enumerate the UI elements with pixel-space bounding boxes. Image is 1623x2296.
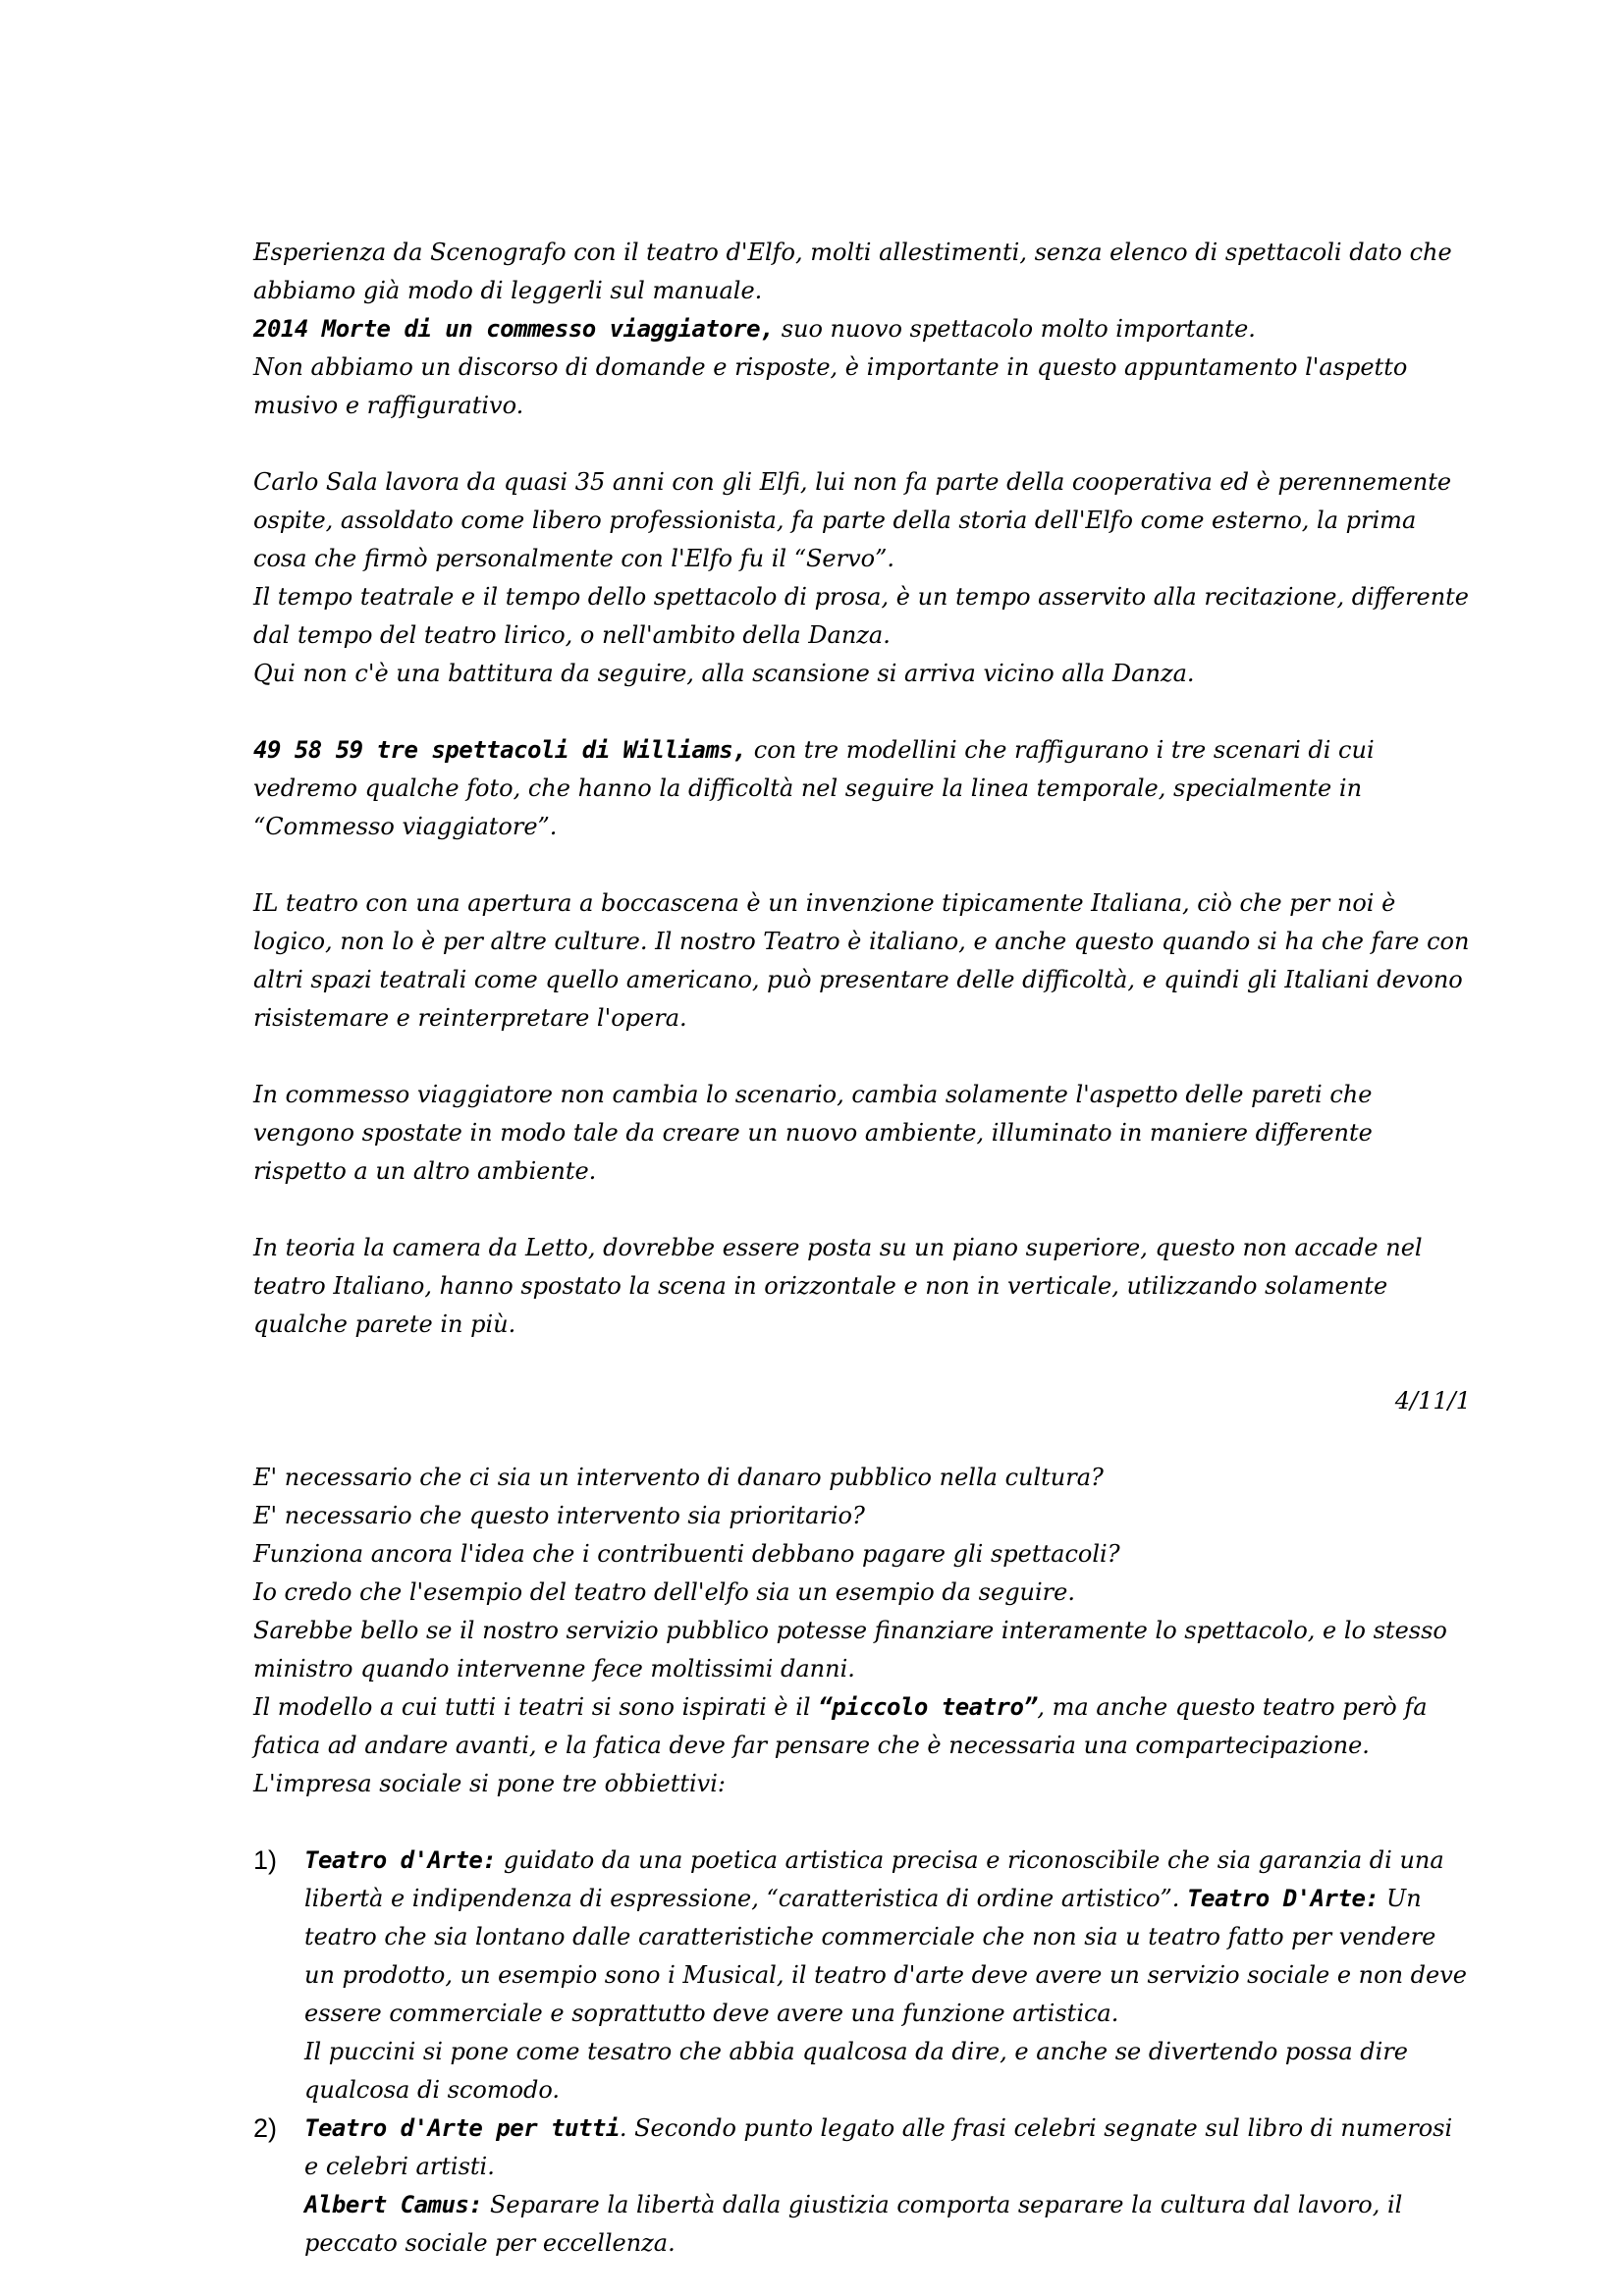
text-span: , ma anche questo teatro però fa fatica ad andare avanti, e la fatica deve far pensare che è necessaria una compartecipazione. (253, 1693, 1428, 1759)
paragraph: Sarebbe bello se il nostro servizio pubblico potesse finanziare interamente lo spettacolo, e lo stesso ministro quando intervenne fece moltissimi danni. (253, 1617, 1447, 1682)
list-number: 1) (253, 1845, 278, 1875)
paragraph: Il tempo teatrale e il tempo dello spettacolo di prosa, è un tempo asservito alla recitazione, differente dal tempo del teatro lirico, o nell'ambito della Danza. (253, 583, 1469, 649)
paragraph: L'impresa sociale si pone tre obbiettivi: (253, 1770, 726, 1797)
paragraph (253, 1688, 1471, 1765)
paragraph (253, 310, 1471, 348)
paragraph: Io credo che l'esempio del teatro dell'elfo sia un esempio da seguire. (253, 1578, 1075, 1606)
paragraph: Carlo Sala lavora da quasi 35 anni con gli Elfi, lui non fa parte della cooperativa ed è perennemente ospite, assoldato come libero professionista, fa parte della storia dell'Elfo come esterno, la prima cosa che firmò personalmente con l'Elfo fu il “Servo”. (253, 468, 1452, 572)
question: Funziona ancora l'idea che i contribuenti debbano pagare gli spettacoli? (253, 1540, 1120, 1568)
question: E' necessario che ci sia un intervento di danaro pubblico nella cultura? (253, 1464, 1104, 1491)
objectives-list (253, 1842, 1471, 2263)
bold-title: 49 58 59 tre spettacoli di Williams, (253, 736, 747, 764)
paragraph: Qui non c'è una battitura da seguire, alla scansione si arriva vicino alla Danza. (253, 660, 1195, 687)
list-item-subtext (304, 2186, 1471, 2263)
text-span: suo nuovo spettacolo molto importante. (774, 315, 1256, 343)
list-item-text (304, 2109, 1471, 2186)
list-item (253, 1842, 1471, 2109)
text-span: Separare la libertà dalla giustizia comporta separare la cultura dal lavoro, il peccato sociale per eccellenza. (304, 2191, 1403, 2257)
paragraph: Esperienza da Scenografo con il teatro d'Elfo, molti allestimenti, senza elenco di spettacoli dato che abbiamo già modo di leggerli sul manuale. (253, 239, 1452, 304)
text-span: con tre modellini che raffigurano i tre scenari di cui vedremo qualche foto, che hanno la difficoltà nel seguire la linea temporale, specialmente in “Commesso viaggiatore”. (253, 736, 1375, 840)
list-item-text (304, 1842, 1471, 2033)
bold-title: Teatro D'Arte: (1187, 1885, 1380, 1912)
bold-title: “piccolo teatro” (818, 1693, 1038, 1721)
text-span: Il modello a cui tutti i teatri si sono ispirati è il (253, 1693, 819, 1721)
paragraph: In teoria la camera da Letto, dovrebbe essere posta su un piano superiore, questo non accade nel teatro Italiano, hanno spostato la scena in orizzontale e non in verticale, utilizzando solamente qualche parete in più. (253, 1234, 1423, 1338)
paragraph: IL teatro con una apertura a boccascena è un invenzione tipicamente Italiana, ciò che per noi è logico, non lo è per altre culture. Il nostro Teatro è italiano, e anche questo quando si ha che fare con altri spazi teatrali come quello americano, può presentare delle difficoltà, e quindi gli Italiani devono risistemare e reinterpretare l'opera. (253, 889, 1470, 1032)
list-number: 2) (253, 2113, 278, 2143)
list-item (253, 2109, 1471, 2263)
bold-title: Albert Camus: (304, 2191, 483, 2218)
date-line: 4/11/1 (1394, 1387, 1471, 1415)
paragraph (253, 731, 1471, 846)
paragraph: Non abbiamo un discorso di domande e risposte, è importante in questo appuntamento l'aspetto musivo e raffigurativo. (253, 353, 1408, 419)
bold-title: 2014 Morte di un commesso viaggiatore, (253, 315, 775, 343)
paragraph: In commesso viaggiatore non cambia lo scenario, cambia solamente l'aspetto delle pareti che vengono spostate in modo tale da creare un nuovo ambiente, illuminato in maniere differente rispetto a un altro ambiente. (253, 1081, 1373, 1185)
text-span: Un teatro che sia lontano dalle caratteristiche commerciale che non sia u teatro fatto per vendere un prodotto, un esempio sono i Musical, il teatro d'arte deve avere un servizio sociale e non deve essere commerciale e soprattutto deve avere una funzione artistica. (304, 1885, 1467, 2027)
list-item-subtext: Il puccini si pone come tesatro che abbia qualcosa da dire, e anche se divertendo possa dire qualcosa di scomodo. (304, 2038, 1408, 2104)
question: E' necessario che questo intervento sia prioritario? (253, 1502, 865, 1529)
bold-title: Teatro d'Arte per tutti (304, 2114, 620, 2142)
text-span: . Secondo punto legato alle frasi celebri segnate sul libro di numerosi e celebri artisti. (304, 2114, 1453, 2180)
text-span: guidato da una poetica artistica precisa e riconoscibile che sia garanzia di una libertà e indipendenza di espressione, “caratteristica di ordine artistico”. (304, 1846, 1444, 1912)
bold-title: Teatro d'Arte: (304, 1846, 497, 1874)
document-body (253, 234, 1471, 2263)
